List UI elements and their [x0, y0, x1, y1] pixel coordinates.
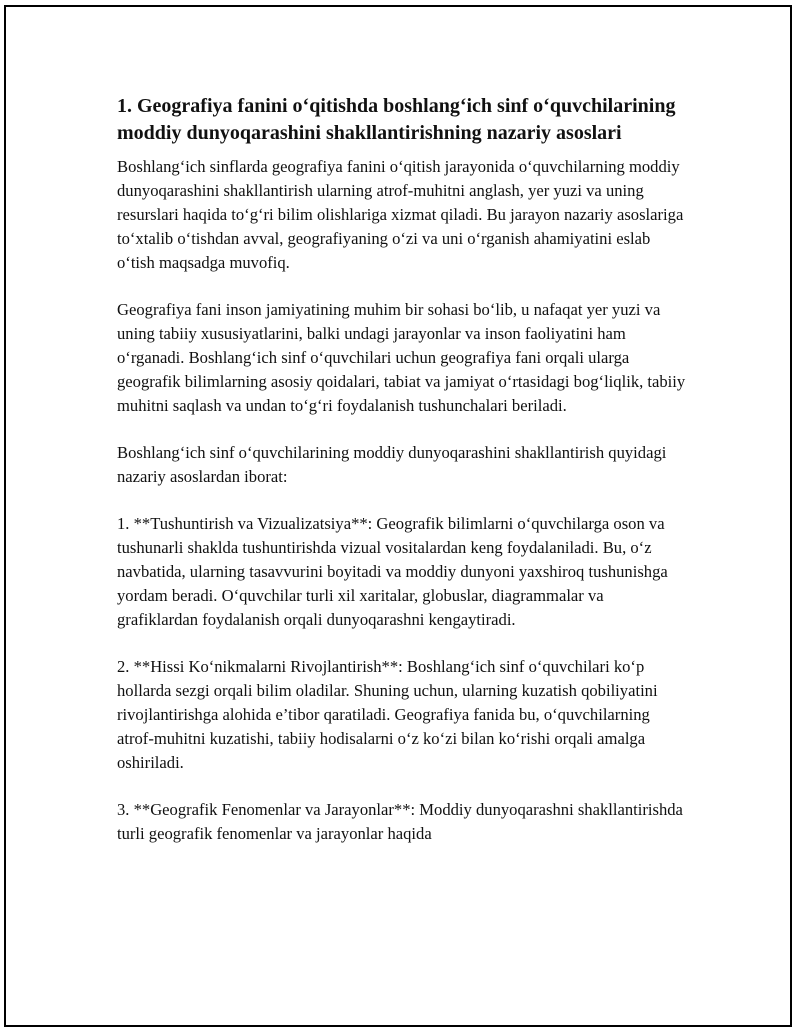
document-body — [117, 93, 687, 869]
paragraph-theoretical-bases: Boshlang‘ich sinf o‘quvchilarining moddiy dunyoqarashini shakllantirish quyidagi nazariy asoslardan iborat: — [117, 443, 667, 486]
paragraph-point-3: 3. **Geografik Fenomenlar va Jarayonlar**: Moddiy dunyoqarashni shakllantirishda turli geografik fenomenlar va jarayonlar haqida — [117, 800, 683, 843]
paragraph-point-1: 1. **Tushuntirish va Vizualizatsiya**: Geografik bilimlarni o‘quvchilarga oson va tushunarli shaklda tushuntirishda vizual vositalardan keng foydalaniladi. Bu, o‘z navbatida, ularning tasavvurini boyitadi va moddiy dunyoni yaxshiroq tushunishga yordam beradi. O‘quvchilar turli xil xaritalar, globuslar, diagrammalar va grafiklardan foydalanish orqali dunyoqarashni kengaytiradi. — [117, 514, 668, 629]
paragraph-intro: Boshlang‘ich sinflarda geografiya fanini o‘qitish jarayonida o‘quvchilarning moddiy dunyoqarashini shakllantirish ularning atrof-muhitni anglash, yer yuzi va uning resurslari haqida to‘g‘ri bilim olishlariga xizmat qiladi. Bu jarayon nazariy asoslariga to‘xtalib o‘tishdan avval, geografiyaning o‘zi va uni o‘rganish ahamiyatini eslab o‘tish maqsadga muvofiq. — [117, 157, 684, 272]
paragraph-geography-science: Geografiya fani inson jamiyatining muhim bir sohasi bo‘lib, u nafaqat yer yuzi va uning tabiiy xususiyatlarini, balki undagi jarayonlar va inson faoliyatini ham o‘rganadi. Boshlang‘ich sinf o‘quvchilari uchun geografiya fani orqali ularga geografik bilimlarning asosiy qoidalari, tabiat va jamiyat o‘rtasidagi bog‘liqlik, tabiiy muhitni saqlash va undan to‘g‘ri foydalanish tushunchalari beriladi. — [117, 300, 686, 415]
section-heading: 1. Geografiya fanini o‘qitishda boshlang‘ich sinf o‘quvchilarining moddiy dunyoqarashini shakllantirishning nazariy asoslari — [117, 95, 676, 144]
paragraph-point-2: 2. **Hissi Ko‘nikmalarni Rivojlantirish**: Boshlang‘ich sinf o‘quvchilari ko‘p hollarda sezgi orqali bilim oladilar. Shuning uchun, ularning kuzatish qobiliyatini rivojlantirishga alohida e’tibor qaratiladi. Geografiya fanida bu, o‘quvchilarning atrof-muhitni kuzatishi, tabiiy hodisalarni o‘z ko‘zi bilan ko‘rishi orqali amalga oshiriladi. — [117, 657, 658, 772]
